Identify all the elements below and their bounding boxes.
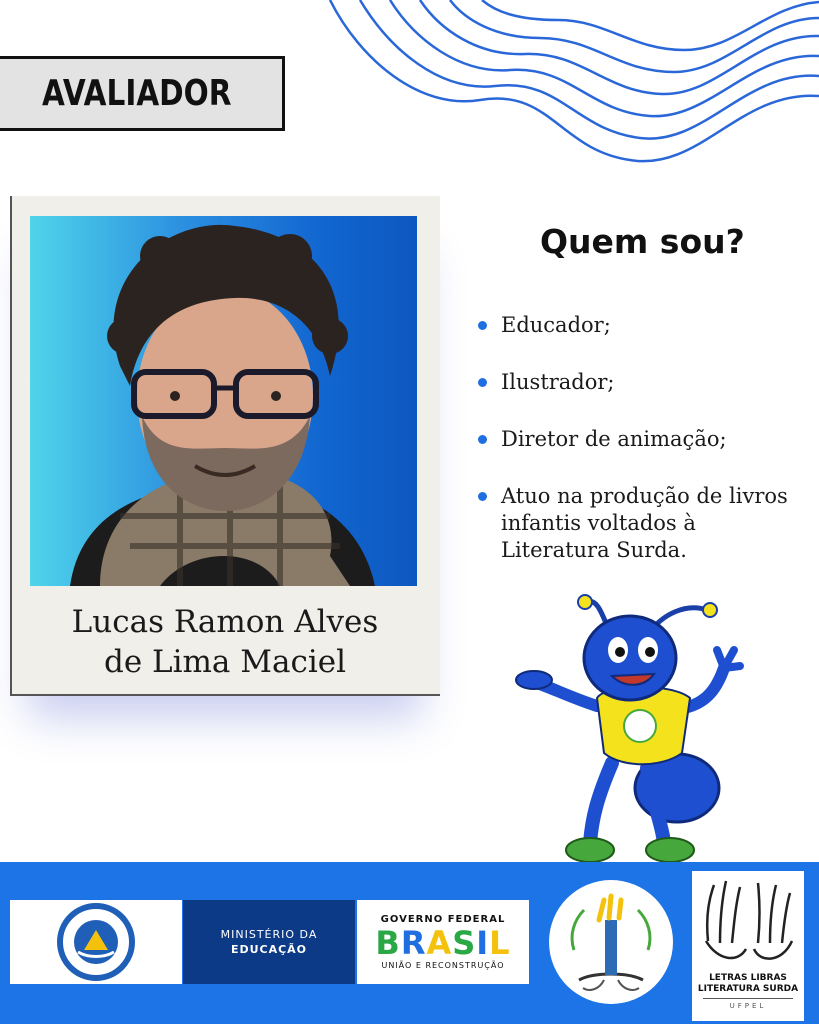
letras-line3: UFPEL: [729, 1002, 767, 1010]
about-title: Quem sou?: [540, 222, 745, 261]
gov-letter: L: [489, 924, 511, 962]
ant-mascot-icon: [512, 588, 747, 868]
gov-brasil-word: [375, 925, 510, 961]
profile-name: [0, 602, 450, 682]
profile-name-line1: Lucas Ramon Alves: [71, 604, 379, 640]
letras-libras-logo: [692, 871, 804, 1021]
gov-letter: B: [375, 924, 401, 962]
gov-bottom-label: UNIÃO E RECONSTRUÇÃO: [381, 961, 505, 970]
gov-letter: R: [400, 924, 427, 962]
about-item-ilustrador: Ilustrador;: [478, 369, 808, 396]
letras-line1: LETRAS LIBRAS: [709, 973, 787, 983]
mec-line2: EDUCAÇÃO: [230, 943, 308, 956]
role-tag: [0, 56, 285, 131]
gov-letter: I: [476, 924, 490, 962]
portrait-photo: [30, 216, 417, 586]
portrait-illustration: [30, 216, 417, 586]
signing-hands-icon: [698, 871, 798, 971]
about-item-diretor: Diretor de animação;: [478, 426, 808, 453]
about-item-producao: Atuo na produção de livros infantis voltados à Literatura Surda.: [478, 483, 808, 564]
mec-logo: [183, 900, 355, 984]
project-logo: [549, 880, 673, 1004]
gov-letter: A: [426, 924, 453, 962]
letras-divider: [703, 998, 793, 999]
gov-brasil-logo: [357, 900, 529, 984]
about-item-educador: Educador;: [478, 312, 808, 339]
wave-decoration: [300, 0, 819, 190]
role-tag-label: AVALIADOR: [42, 73, 232, 114]
ufpel-seal-icon: [56, 902, 136, 982]
about-list: [478, 312, 808, 594]
hands-tree-logo-icon: [549, 880, 673, 1004]
gov-letter: S: [452, 924, 477, 962]
mec-line1: MINISTÉRIO DA: [220, 928, 318, 941]
profile-name-line2: de Lima Maciel: [103, 644, 347, 680]
ufpel-logo: [10, 900, 182, 984]
letras-line2: LITERATURA SURDA: [697, 984, 799, 994]
gov-top-label: GOVERNO FEDERAL: [380, 914, 506, 925]
